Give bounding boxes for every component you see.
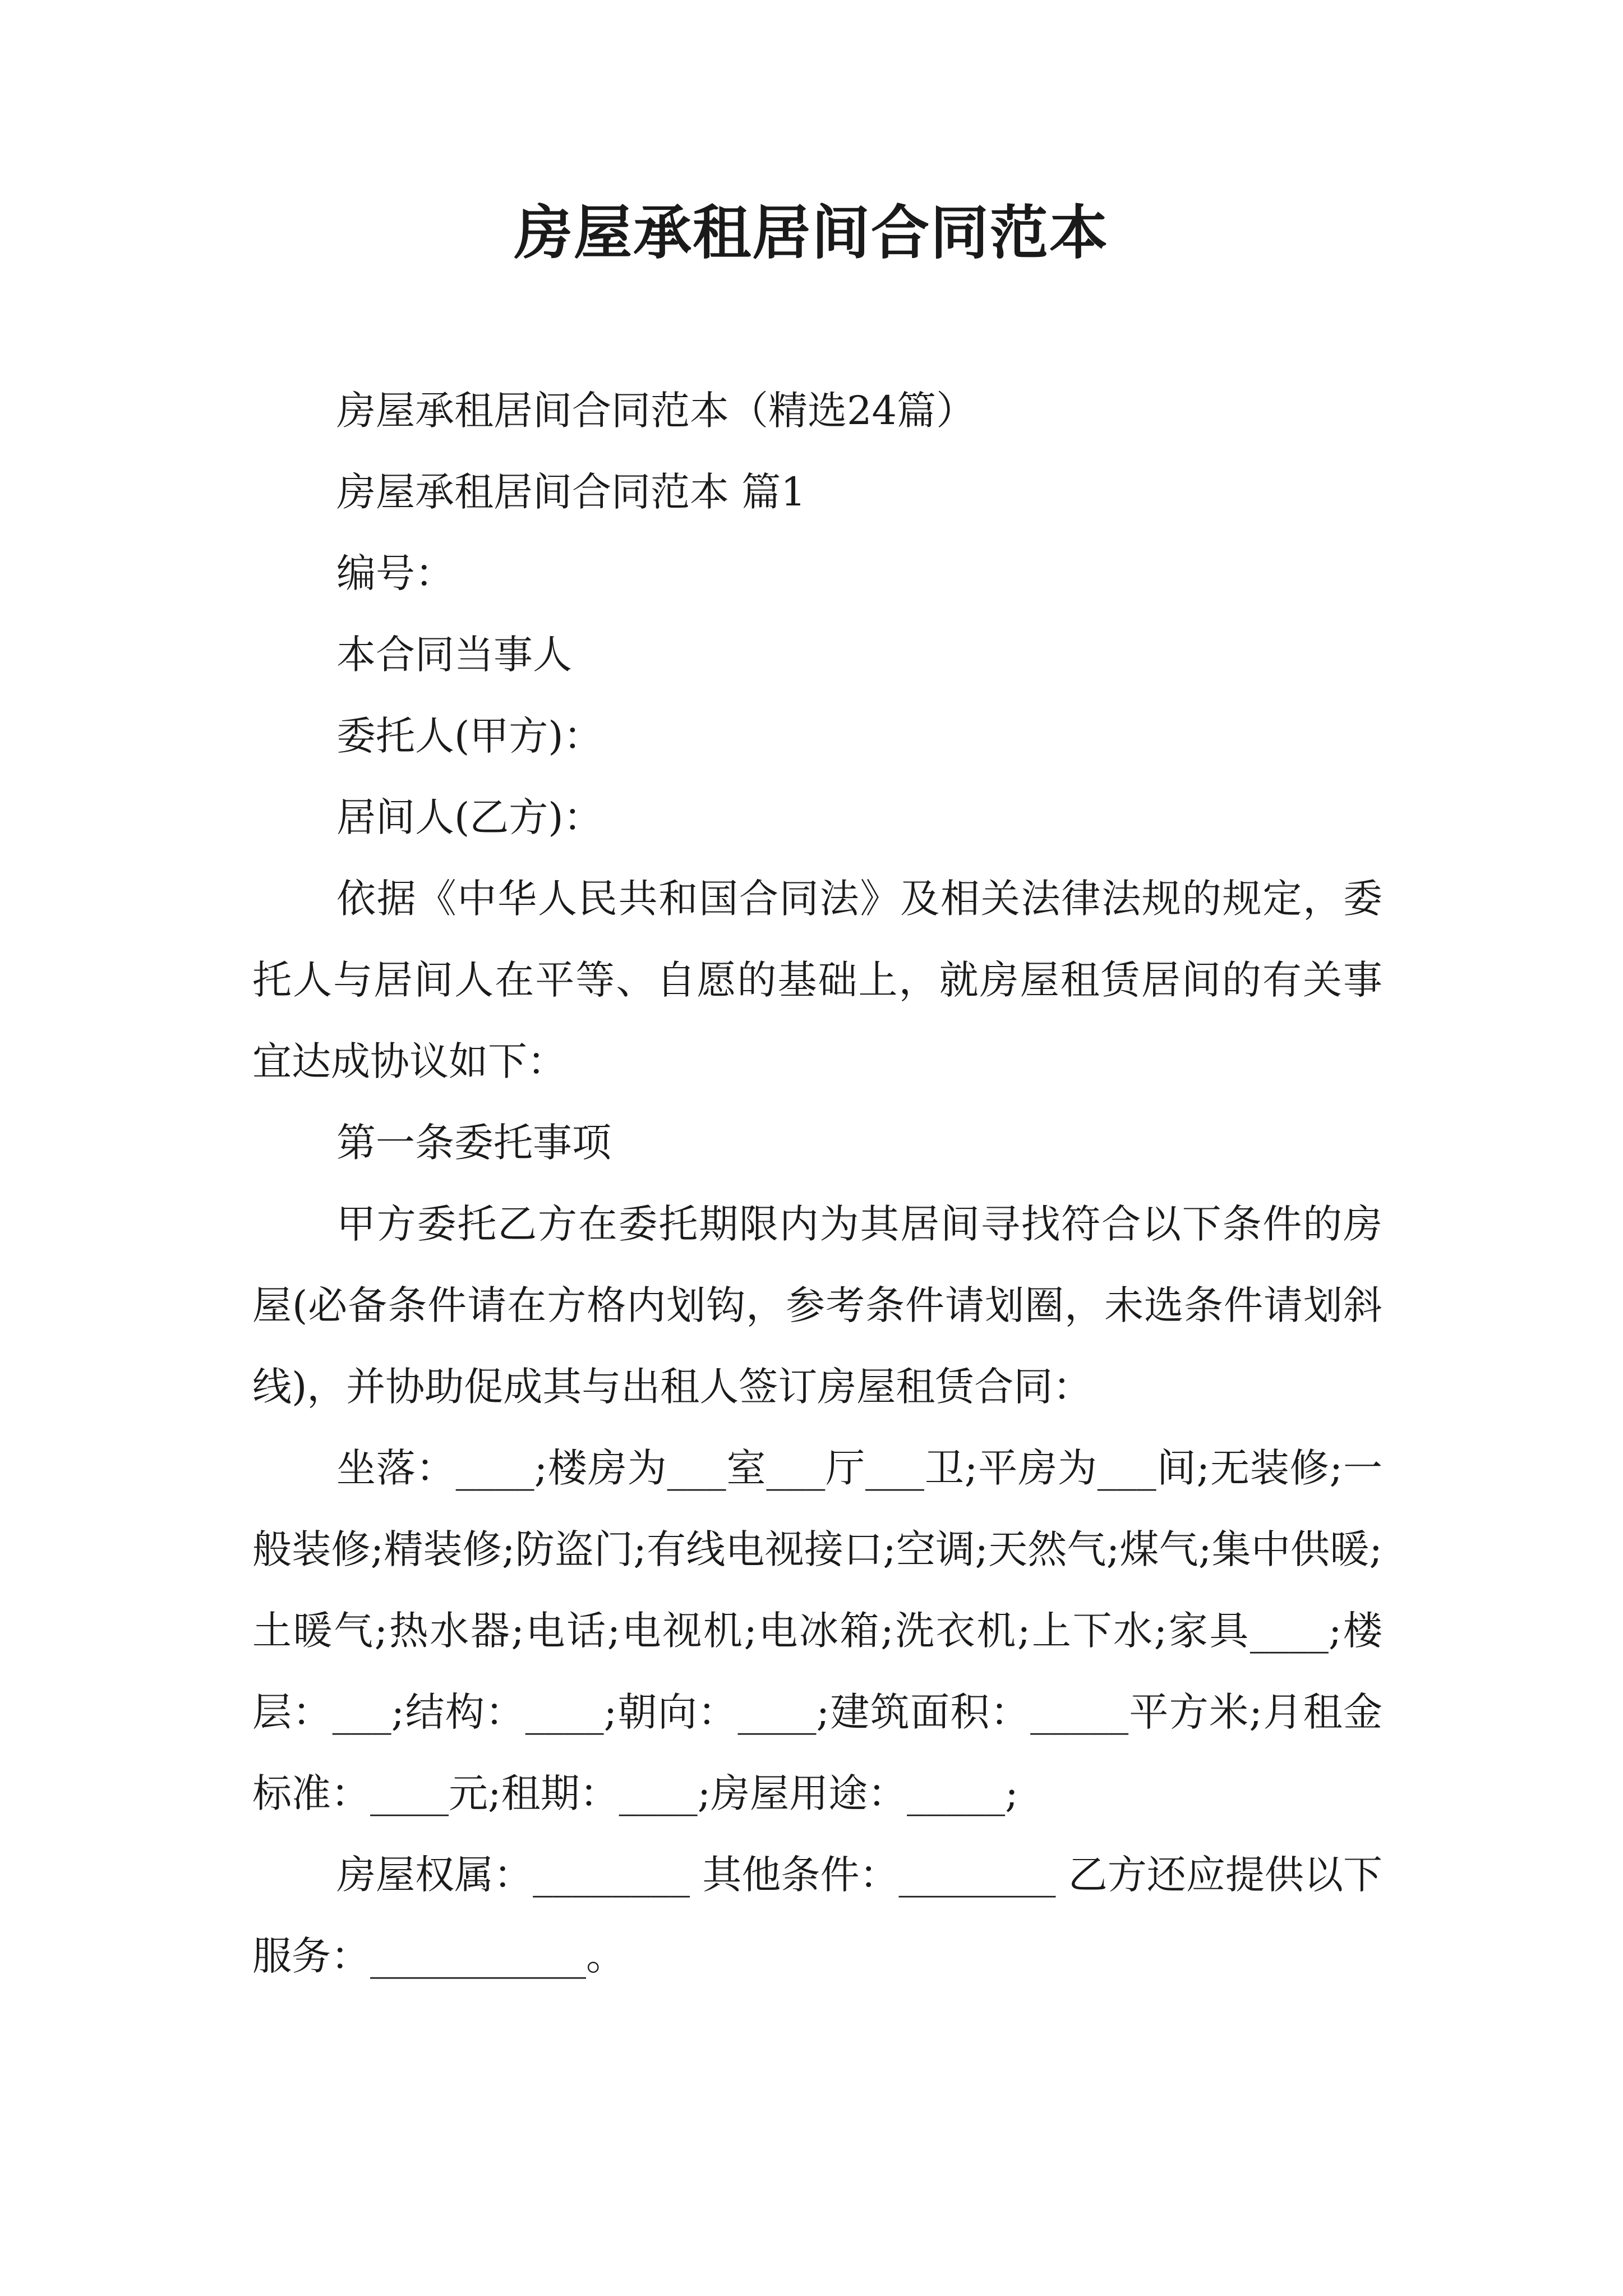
paragraph-article-1-heading: 第一条委托事项 <box>336 1120 611 1166</box>
document-body <box>252 370 1382 1997</box>
paragraph-ownership-services: 房屋权属：________ 其他条件：________ 乙方还应提供以下服务：___________。 <box>252 1852 1382 1979</box>
paragraph-subtitle: 房屋承租居间合同范本（精选24篇） <box>336 388 976 434</box>
document-title: 房屋承租居间合同范本 <box>514 198 1109 267</box>
paragraph-parties: 本合同当事人 <box>336 632 572 678</box>
paragraph-preamble: 依据《中华人民共和国合同法》及相关法律法规的规定，委托人与居间人在平等、自愿的基础上，就房屋租赁居间的有关事宜达成协议如下： <box>252 876 1382 1084</box>
paragraph-section-heading: 房屋承租居间合同范本 篇1 <box>336 469 806 515</box>
paragraph-property-conditions: 坐落：____;楼房为___室___厅___卫;平房为___间;无装修;一般装修;精装修;防盗门;有线电视接口;空调;天然气;煤气;集中供暖;土暖气;热水器;电话;电视机;电冰箱;洗衣机;上下水;家具____;楼层：___;结构：____;朝向：____;建筑面积：_____平方米;月租金标准：____元;租期：____;房屋用途：_____; <box>252 1445 1382 1816</box>
paragraph-party-b: 居间人(乙方)： <box>336 794 603 840</box>
paragraph-number: 编号： <box>336 550 454 596</box>
paragraph-article-1-body: 甲方委托乙方在委托期限内为其居间寻找符合以下条件的房屋(必备条件请在方格内划钩，参考条件请划圈，未选条件请划斜线)，并协助促成其与出租人签订房屋租赁合同： <box>252 1201 1382 1410</box>
paragraph-party-a: 委托人(甲方)： <box>336 713 603 759</box>
